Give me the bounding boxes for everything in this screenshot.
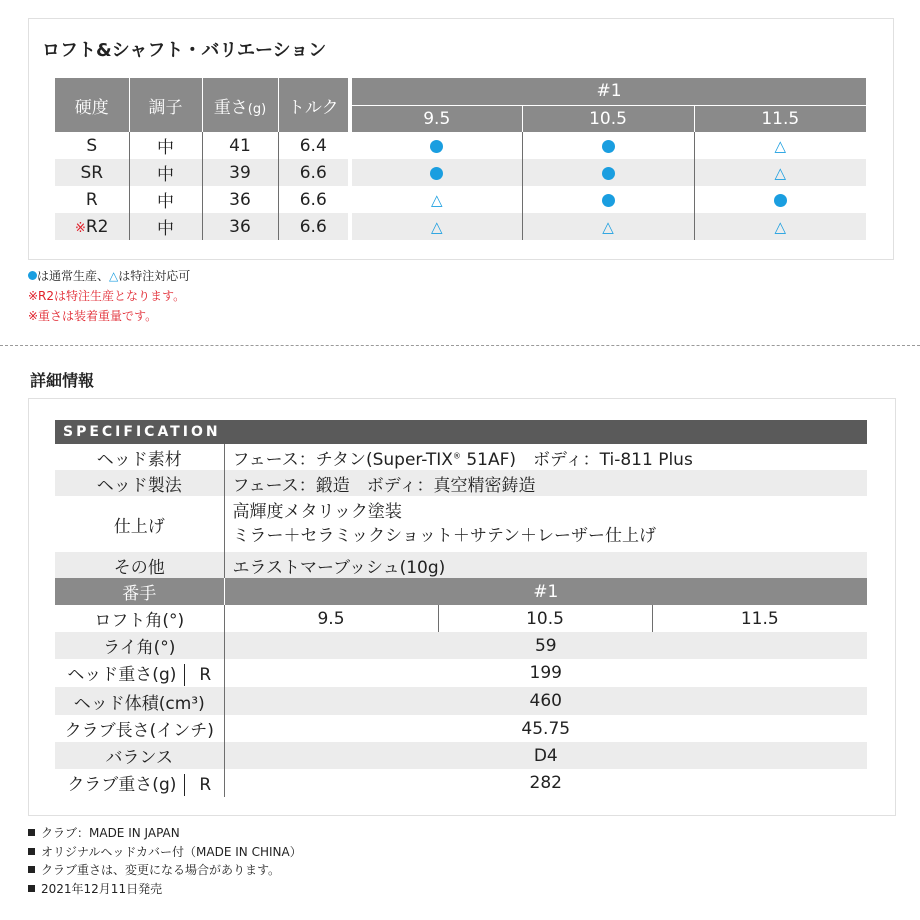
cell-availability: [522, 159, 694, 186]
label-other: その他: [55, 552, 224, 578]
cell-availability: [522, 132, 694, 159]
cell-kick: 中: [129, 186, 202, 213]
cell-weight: 36: [202, 186, 278, 213]
cell-torque: 6.6: [278, 213, 350, 240]
label-volume: ヘッド体積(cm³): [55, 687, 224, 715]
value-length: 45.75: [224, 715, 867, 742]
value-number: #1: [224, 578, 867, 605]
cell-kick: 中: [129, 213, 202, 240]
square-bullet-icon: [28, 866, 35, 873]
circle-icon: [602, 194, 615, 207]
triangle-icon: △: [109, 269, 119, 283]
label-club-weight: クラブ重さ(g) R: [55, 769, 224, 797]
circle-icon: [602, 140, 615, 153]
value-volume: 460: [224, 687, 867, 715]
cell-kick: 中: [129, 132, 202, 159]
value-loft-1: 10.5: [438, 605, 652, 632]
cell-hardness: R: [55, 186, 129, 213]
label-head-material: ヘッド素材: [55, 444, 224, 470]
label-head-method: ヘッド製法: [55, 470, 224, 496]
cell-availability: [694, 159, 866, 186]
cell-availability: [350, 186, 522, 213]
footer-note: クラブ：MADE IN JAPAN: [28, 824, 302, 843]
cell-kick: 中: [129, 159, 202, 186]
cell-weight: 41: [202, 132, 278, 159]
cell-torque: 6.6: [278, 159, 350, 186]
square-bullet-icon: [28, 848, 35, 855]
cell-availability: [694, 213, 866, 240]
triangle-icon: △: [774, 136, 787, 155]
spec-header: SPECIFICATION: [55, 420, 867, 444]
header-number: #1: [350, 78, 866, 105]
triangle-icon: △: [602, 217, 614, 236]
footer-notes: [28, 824, 302, 898]
label-lie: ライ角(°): [55, 632, 224, 659]
label-length: クラブ長さ(インチ): [55, 715, 224, 742]
cell-availability: [350, 213, 522, 240]
value-head-material: フェース：チタン(Super-TIX® 51AF) ボディ：Ti-811 Plus: [224, 444, 867, 470]
square-bullet-icon: [28, 885, 35, 892]
header-hardness: 硬度: [55, 78, 129, 132]
variation-table: [55, 78, 866, 240]
triangle-icon: △: [430, 190, 443, 209]
value-finish: 高輝度メタリック塗装 ミラー＋セラミックショット＋サテン＋レーザー仕上げ: [224, 496, 867, 552]
circle-icon: [430, 167, 443, 180]
value-loft-0: 9.5: [224, 605, 438, 632]
cell-availability: [522, 213, 694, 240]
value-lie: 59: [224, 632, 867, 659]
label-balance: バランス: [55, 742, 224, 769]
footer-note: クラブ重さは、変更になる場合があります。: [28, 861, 302, 880]
variation-row: [55, 159, 866, 186]
variation-row: [55, 213, 866, 240]
value-head-weight: 199: [224, 659, 867, 687]
square-bullet-icon: [28, 829, 35, 836]
cell-torque: 6.4: [278, 132, 350, 159]
cell-hardness: SR: [55, 159, 129, 186]
header-torque: トルク: [278, 78, 350, 132]
footer-note: オリジナルヘッドカバー付（MADE IN CHINA）: [28, 843, 302, 862]
footer-note: 2021年12月11日発売: [28, 880, 302, 899]
value-balance: D4: [224, 742, 867, 769]
header-kick: 調子: [129, 78, 202, 132]
circle-icon: [430, 140, 443, 153]
header-loft-0: 9.5: [350, 105, 522, 132]
details-title: 詳細情報: [30, 371, 95, 390]
label-loft: ロフト角(°): [55, 605, 224, 632]
header-weight: 重さ(g): [202, 78, 278, 132]
spec-table: [55, 444, 867, 797]
cell-weight: 39: [202, 159, 278, 186]
value-other: エラストマーブッシュ(10g): [224, 552, 867, 578]
header-loft-2: 11.5: [694, 105, 866, 132]
triangle-icon: △: [774, 163, 787, 182]
note-weight: ※重さは装着重量です。: [28, 309, 158, 323]
header-loft-1: 10.5: [522, 105, 694, 132]
note-r2: ※R2は特注生産となります。: [28, 289, 186, 303]
label-number: 番手: [55, 578, 224, 605]
note-legend: は通常生産、△は特注対応可: [28, 266, 190, 286]
triangle-icon: △: [430, 217, 443, 236]
triangle-icon: △: [774, 217, 787, 236]
variation-row: [55, 186, 866, 213]
value-head-method: フェース：鍛造 ボディ：真空精密鋳造: [224, 470, 867, 496]
label-finish: 仕上げ: [55, 496, 224, 552]
circle-icon: [602, 167, 615, 180]
variation-row: [55, 132, 866, 159]
section-divider: [0, 345, 920, 346]
value-loft-2: 11.5: [652, 605, 867, 632]
value-club-weight: 282: [224, 769, 867, 797]
cell-availability: [350, 159, 522, 186]
cell-weight: 36: [202, 213, 278, 240]
variation-title: ロフト&シャフト・バリエーション: [42, 40, 327, 61]
cell-availability: [694, 186, 866, 213]
cell-availability: [522, 186, 694, 213]
circle-icon: [28, 271, 37, 280]
cell-hardness: ※R2: [55, 213, 129, 240]
label-head-weight: ヘッド重さ(g) R: [55, 659, 224, 687]
cell-torque: 6.6: [278, 186, 350, 213]
cell-hardness: S: [55, 132, 129, 159]
variation-notes: [28, 266, 190, 326]
cell-availability: [350, 132, 522, 159]
circle-icon: [774, 194, 787, 207]
cell-availability: [694, 132, 866, 159]
